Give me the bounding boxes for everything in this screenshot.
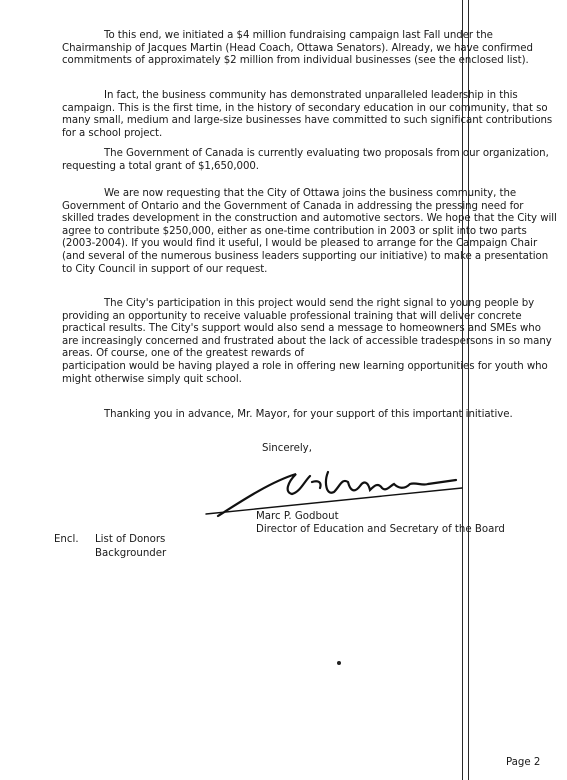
paragraph-line: practical results. The City's support would also send a message to homeowners and SMEs who	[62, 323, 541, 335]
enclosure-item: List of Donors	[95, 534, 166, 545]
signer-name: Marc P. Godbout	[256, 511, 339, 522]
paragraph-participation	[62, 298, 567, 386]
paragraph-line: Thanking you in advance, Mr. Mayor, for your support of this important initiative.	[104, 409, 513, 420]
paragraph-line: The Government of Canada is currently evaluating two proposals from our organization,	[104, 148, 549, 159]
paragraph-request	[62, 188, 567, 276]
paragraph-line: to City Council in support of our request.	[62, 263, 268, 275]
scan-speck	[337, 661, 341, 665]
paragraph-line: To this end, we initiated a $4 million fundraising campaign last Fall under the	[104, 30, 493, 41]
closing: Sincerely,	[262, 443, 312, 454]
paragraph-line: campaign. This is the first time, in the history of secondary education in our community, that so	[62, 102, 548, 114]
signer-title: Director of Education and Secretary of the Board	[256, 524, 505, 535]
paragraph-line: The City's participation in this project would send the right signal to young people by	[104, 298, 535, 309]
paragraph-line: participation would be having played a role in offering new learning opportunities for youth who	[62, 360, 548, 372]
paragraph-line: (2003-2004). If you would find it useful, I would be pleased to arrange for the Campaign Chair	[62, 238, 538, 250]
paragraph-line: providing an opportunity to receive valuable professional training that will deliver concrete	[62, 310, 522, 322]
paragraph-line: In fact, the business community has demonstrated unparalleled leadership in this	[104, 90, 518, 101]
paragraph-business-community	[62, 90, 567, 140]
enclosure-item: Backgrounder	[95, 548, 167, 559]
paragraph-line: areas. Of course, one of the greatest rewards of	[62, 348, 305, 360]
paragraph-line: agree to contribute $250,000, either as one-time contribution in 2003 or split into two parts	[62, 225, 527, 237]
paragraph-fundraising	[62, 30, 567, 68]
paragraph-line: are increasingly concerned and frustrated about the lack of accessible tradespersons in so many	[62, 335, 552, 347]
paragraph-line: commitments of approximately $2 million from individual businesses (see the enclosed list).	[62, 55, 529, 67]
paragraph-line: We are now requesting that the City of Ottawa joins the business community, the	[104, 188, 517, 199]
paragraph-government-canada	[62, 148, 567, 173]
paragraph-line: Chairmanship of Jacques Martin (Head Coach, Ottawa Senators). Already, we have confirmed	[62, 42, 533, 54]
page-number: Page 2	[506, 757, 541, 768]
paragraph-line: might otherwise simply quit school.	[62, 373, 242, 385]
paragraph-line: requesting a total grant of $1,650,000.	[62, 160, 259, 172]
enclosure-label: Encl.	[54, 534, 79, 545]
paragraph-thanks	[62, 409, 567, 422]
paragraph-line: (and several of the numerous business leaders supporting our initiative) to make a presentation	[62, 250, 549, 262]
paragraph-line: many small, medium and large-size businesses have committed to such significant contributions	[62, 115, 553, 127]
paragraph-line: skilled trades development in the construction and automotive sectors. We hope that the City will	[62, 213, 557, 225]
paragraph-line: for a school project.	[62, 127, 163, 139]
paragraph-line: Government of Ontario and the Government of Canada in addressing the pressing need for	[62, 200, 524, 212]
